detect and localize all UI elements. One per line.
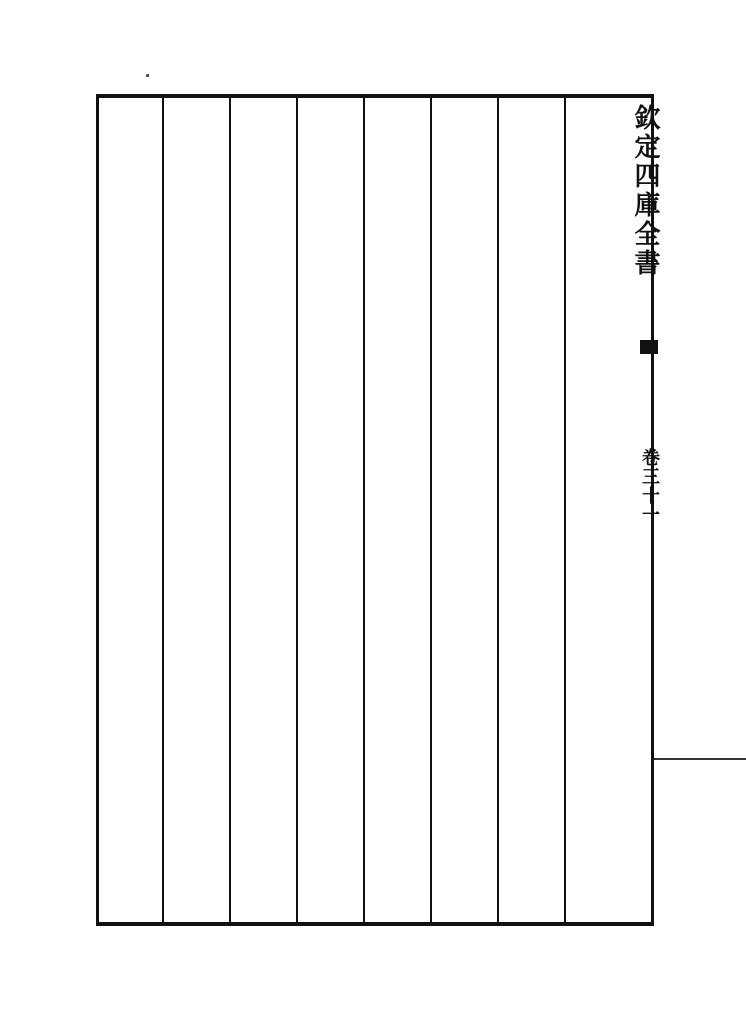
- text-column-8: [108, 104, 164, 920]
- ink-speck: [146, 74, 149, 77]
- text-column-1: [577, 104, 633, 920]
- text-column-2: [510, 104, 566, 920]
- text-column-3: [443, 104, 499, 920]
- edge-line: [654, 758, 746, 760]
- text-column-4: [376, 104, 432, 920]
- text-column-5: [309, 104, 365, 920]
- juan-number: 卷三十一: [639, 448, 660, 524]
- book-title: 欽定四庫全書: [630, 104, 660, 278]
- fishtail-mark: [640, 340, 658, 354]
- text-column-7: [175, 104, 231, 920]
- text-column-6: [242, 104, 298, 920]
